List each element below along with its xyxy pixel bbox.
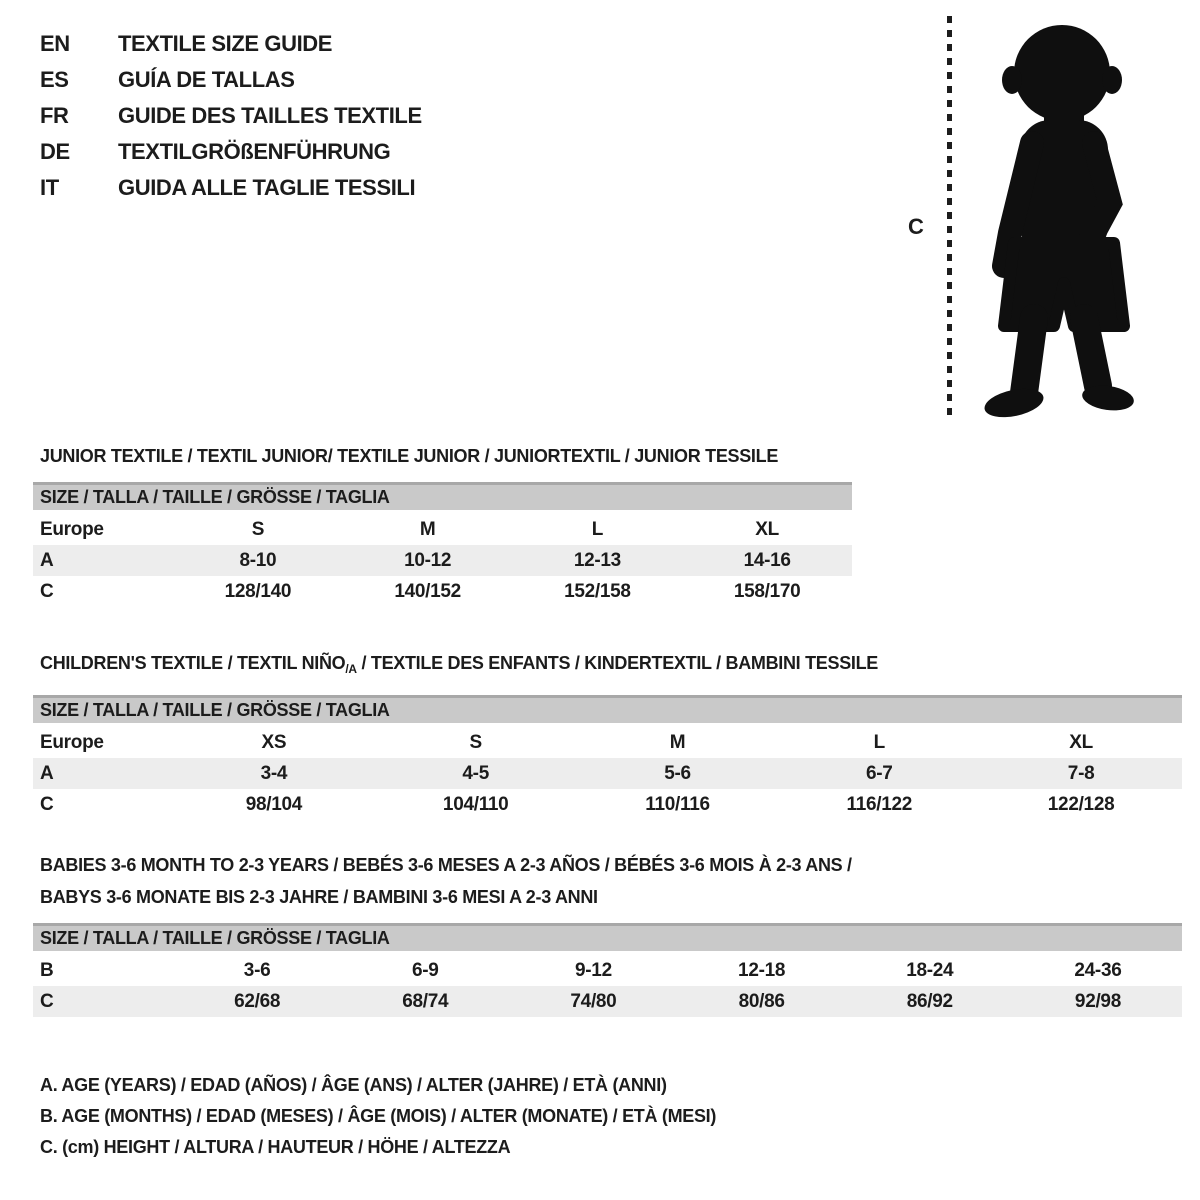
toddler-silhouette <box>962 18 1152 422</box>
table-cell: 116/122 <box>846 794 913 815</box>
size-header-label: SIZE / TALLA / TAILLE / GRÖSSE / TAGLIA <box>40 700 390 720</box>
language-code: IT <box>40 175 59 200</box>
language-code: DE <box>40 139 70 164</box>
section-junior-textile <box>33 440 852 607</box>
table-cell: XL <box>755 519 779 540</box>
table-row <box>33 758 1182 789</box>
language-code: EN <box>40 31 70 56</box>
table-cell: S <box>251 519 265 540</box>
row-label: Europe <box>40 732 104 753</box>
table-cell: 122/128 <box>1047 794 1115 815</box>
table-cell: 8-10 <box>239 550 277 571</box>
table-cell: 10-12 <box>404 550 452 571</box>
table-cell: 12-18 <box>738 960 786 981</box>
language-label: GUÍA DE TALLAS <box>118 67 295 92</box>
table-cell: M <box>669 732 686 753</box>
table-cell: 5-6 <box>664 763 691 784</box>
table-cell: 140/152 <box>394 581 461 602</box>
language-label: GUIDE DES TAILLES TEXTILE <box>118 103 422 128</box>
language-row-it <box>40 170 422 206</box>
section-title-text: CHILDREN'S TEXTILE / TEXTIL NIÑO <box>40 653 346 673</box>
section-title-text: / TEXTILE DES ENFANTS / KINDERTEXTIL / BAMBINI TESSILE <box>356 653 878 673</box>
table-cell: 4-5 <box>462 763 489 784</box>
height-measure-label: C <box>908 214 924 239</box>
language-row-de <box>40 134 422 170</box>
table-cell: 152/158 <box>564 581 631 602</box>
table-cell: 68/74 <box>402 991 449 1012</box>
height-measure-dashed-line <box>947 16 952 418</box>
language-label: GUIDA ALLE TAGLIE TESSILI <box>118 175 416 200</box>
size-header-bar <box>33 482 852 510</box>
language-label: TEXTILGRÖßENFÜHRUNG <box>118 139 391 164</box>
table-row <box>33 727 1182 758</box>
row-label: B <box>40 960 54 981</box>
table-cell: 86/92 <box>906 991 953 1012</box>
table-cell: 110/116 <box>645 794 710 815</box>
table-row <box>33 789 1182 820</box>
legend <box>40 1070 716 1163</box>
table-cell: 18-24 <box>906 960 954 981</box>
section-title <box>40 440 852 472</box>
table-cell: 80/86 <box>738 991 785 1012</box>
table-cell: L <box>591 519 604 540</box>
table-cell: 6-9 <box>411 960 439 981</box>
legend-line-a: A. AGE (YEARS) / EDAD (AÑOS) / ÂGE (ANS) / ALTER (JAHRE) / ETÀ (ANNI) <box>40 1075 667 1095</box>
language-label: TEXTILE SIZE GUIDE <box>118 31 333 56</box>
table-cell: 6-7 <box>866 763 893 784</box>
language-row-en <box>40 26 422 62</box>
section-title-subscript: /A <box>345 662 357 676</box>
table-cell: L <box>873 732 885 753</box>
size-header-bar <box>33 923 1182 951</box>
section-title-text: JUNIOR TEXTILE / TEXTIL JUNIOR/ TEXTILE JUNIOR / JUNIORTEXTIL / JUNIOR TESSILE <box>40 446 779 466</box>
language-row-es <box>40 62 422 98</box>
table-row <box>33 576 852 607</box>
table-cell: M <box>419 519 436 540</box>
size-table <box>33 923 1182 1017</box>
size-header-label: SIZE / TALLA / TAILLE / GRÖSSE / TAGLIA <box>40 928 390 948</box>
table-cell: 3-6 <box>243 960 271 981</box>
table-cell: 12-13 <box>573 550 621 571</box>
table-cell: 3-4 <box>260 763 288 784</box>
table-cell: 7-8 <box>1067 763 1095 784</box>
table-row <box>33 545 852 576</box>
table-cell: 158/170 <box>733 581 801 602</box>
row-label: C <box>40 581 54 602</box>
language-list <box>40 26 422 206</box>
section-childrens-textile <box>33 647 1182 820</box>
table-cell: XL <box>1069 732 1093 753</box>
section-title <box>40 849 1182 881</box>
language-code: FR <box>40 103 69 128</box>
row-label: A <box>40 763 54 784</box>
row-label: A <box>40 550 54 571</box>
table-cell: 128/140 <box>224 581 292 602</box>
legend-line-b: B. AGE (MONTHS) / EDAD (MESES) / ÂGE (MOIS) / ALTER (MONATE) / ETÀ (MESI) <box>40 1106 717 1126</box>
row-label: C <box>40 794 54 815</box>
section-title-text: BABIES 3-6 MONTH TO 2-3 YEARS / BEBÉS 3-6 MESES A 2-3 AÑOS / BÉBÉS 3-6 MOIS À 2-3 ANS / <box>40 855 852 875</box>
table-cell: 98/104 <box>245 794 303 815</box>
row-label: Europe <box>40 519 104 540</box>
section-title-text: BABYS 3-6 MONATE BIS 2-3 JAHRE / BAMBINI 3-6 MESI A 2-3 ANNI <box>40 887 598 907</box>
table-cell: 104/110 <box>442 794 509 815</box>
table-cell: 24-36 <box>1074 960 1122 981</box>
section-title <box>40 881 1182 913</box>
table-cell: S <box>469 732 482 753</box>
table-cell: 62/68 <box>234 991 281 1012</box>
section-babies-textile <box>33 849 1182 1017</box>
table-row <box>33 986 1182 1017</box>
table-cell: 9-12 <box>575 960 612 981</box>
size-table <box>33 695 1182 820</box>
table-cell: 92/98 <box>1074 991 1121 1012</box>
table-cell: XS <box>261 732 287 753</box>
row-label: C <box>40 991 54 1012</box>
table-cell: 74/80 <box>570 991 617 1012</box>
table-row <box>33 514 852 545</box>
size-table <box>33 482 852 607</box>
language-row-fr <box>40 98 422 134</box>
size-header-label: SIZE / TALLA / TAILLE / GRÖSSE / TAGLIA <box>40 487 390 507</box>
section-title <box>40 647 1182 685</box>
legend-line-c: C. (cm) HEIGHT / ALTURA / HAUTEUR / HÖHE / ALTEZZA <box>40 1137 511 1157</box>
language-code: ES <box>40 67 69 92</box>
table-row <box>33 955 1182 986</box>
table-cell: 14-16 <box>743 550 791 571</box>
size-header-bar <box>33 695 1182 723</box>
